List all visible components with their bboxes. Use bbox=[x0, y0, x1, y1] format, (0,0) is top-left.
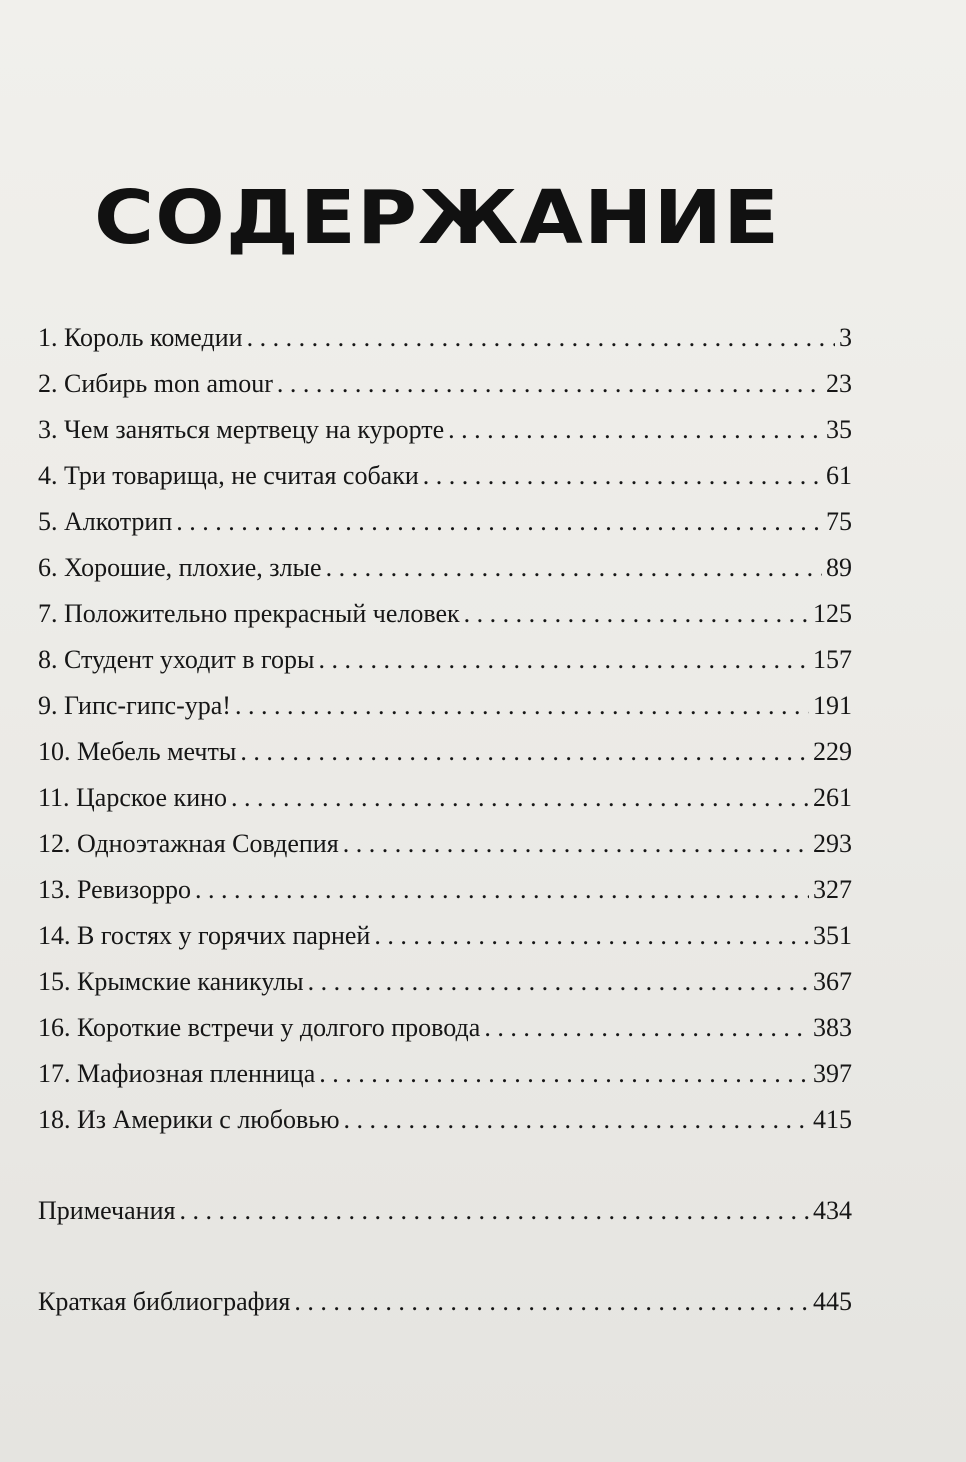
leader-dots bbox=[231, 778, 809, 818]
leader-dots bbox=[319, 1054, 809, 1094]
toc-entry-title: 16. Короткие встречи у долгого провода bbox=[38, 1013, 481, 1042]
toc-entry bbox=[38, 594, 852, 634]
leader-dots bbox=[423, 456, 822, 496]
toc-entry bbox=[38, 732, 852, 772]
page-title: СОДЕРЖАНИЕ bbox=[94, 175, 781, 262]
toc-entry bbox=[38, 1054, 852, 1094]
toc-entry-page: 23 bbox=[826, 369, 852, 398]
toc-entry-page: 89 bbox=[826, 553, 852, 582]
toc-entry-title: 12. Одноэтажная Совдепия bbox=[38, 829, 339, 858]
toc-entry bbox=[38, 686, 852, 726]
leader-dots bbox=[374, 916, 809, 956]
toc-entry-page: 367 bbox=[813, 967, 852, 996]
toc-entry-title: 18. Из Америки с любовью bbox=[38, 1105, 340, 1134]
toc-entry bbox=[38, 916, 852, 956]
toc-entry-title: 4. Три товарища, не считая собаки bbox=[38, 461, 419, 490]
leader-dots bbox=[176, 502, 822, 542]
leader-dots bbox=[484, 1008, 809, 1048]
toc-entry-title: 8. Студент уходит в горы bbox=[38, 645, 315, 674]
leader-dots bbox=[343, 824, 809, 864]
toc-entry bbox=[38, 410, 852, 450]
leader-dots bbox=[247, 318, 835, 358]
leader-dots bbox=[294, 1282, 809, 1322]
toc-entry-page: 327 bbox=[813, 875, 852, 904]
toc-entry-page: 191 bbox=[813, 691, 852, 720]
toc-entry-title: 9. Гипс-гипс-ура! bbox=[38, 691, 231, 720]
leader-dots bbox=[448, 410, 822, 450]
toc-appendix-entry bbox=[38, 1282, 852, 1322]
toc-entry-page: 434 bbox=[813, 1196, 852, 1225]
toc-entry bbox=[38, 548, 852, 588]
toc-entry-page: 415 bbox=[813, 1105, 852, 1134]
leader-dots bbox=[195, 870, 809, 910]
toc-entry-page: 293 bbox=[813, 829, 852, 858]
toc-entry-page: 3 bbox=[839, 323, 852, 352]
toc-entry-title: 5. Алкотрип bbox=[38, 507, 173, 536]
toc-entry-title: Примечания bbox=[38, 1196, 176, 1225]
toc-entry bbox=[38, 1008, 852, 1048]
toc-entry bbox=[38, 962, 852, 1002]
toc-entry-page: 397 bbox=[813, 1059, 852, 1088]
toc-entry-title: 17. Мафиозная пленница bbox=[38, 1059, 316, 1088]
toc-entry-page: 383 bbox=[813, 1013, 852, 1042]
toc-entry-title: 6. Хорошие, плохие, злые bbox=[38, 553, 322, 582]
leader-dots bbox=[179, 1191, 809, 1231]
leader-dots bbox=[344, 1100, 809, 1140]
leader-dots bbox=[277, 364, 822, 404]
toc-entry bbox=[38, 778, 852, 818]
toc-entry-title: 3. Чем заняться мертвецу на курорте bbox=[38, 415, 445, 444]
toc-entry-title: 13. Ревизорро bbox=[38, 875, 191, 904]
leader-dots bbox=[464, 594, 809, 634]
toc-entry bbox=[38, 364, 852, 404]
toc-entry-page: 157 bbox=[813, 645, 852, 674]
leader-dots bbox=[235, 686, 809, 726]
leader-dots bbox=[308, 962, 809, 1002]
toc-entry-page: 229 bbox=[813, 737, 852, 766]
toc-entry bbox=[38, 640, 852, 680]
toc-entry-title: 2. Сибирь mon amour bbox=[38, 369, 273, 398]
toc-entry-page: 35 bbox=[826, 415, 852, 444]
toc-entry-page: 351 bbox=[813, 921, 852, 950]
leader-dots bbox=[326, 548, 822, 588]
toc-entry-title: 10. Мебель мечты bbox=[38, 737, 237, 766]
toc-entry-title: Краткая библиография bbox=[38, 1287, 291, 1316]
toc-entry-page: 125 bbox=[813, 599, 852, 628]
toc-entry bbox=[38, 456, 852, 496]
toc-entry-title: 7. Положительно прекрасный человек bbox=[38, 599, 460, 628]
toc-entry bbox=[38, 870, 852, 910]
toc-appendix-entry bbox=[38, 1191, 852, 1231]
leader-dots bbox=[318, 640, 809, 680]
toc-entry-page: 261 bbox=[813, 783, 852, 812]
toc-entry bbox=[38, 502, 852, 542]
toc-entry-title: 1. Король комедии bbox=[38, 323, 243, 352]
leader-dots bbox=[240, 732, 809, 772]
toc-entry-title: 15. Крымские каникулы bbox=[38, 967, 304, 996]
toc-entry bbox=[38, 1100, 852, 1140]
toc-entry-title: 14. В гостях у горячих парней bbox=[38, 921, 371, 950]
toc-entry bbox=[38, 318, 852, 358]
toc-entry-page: 61 bbox=[826, 461, 852, 490]
toc-entry-page: 445 bbox=[813, 1287, 852, 1316]
toc-entry-page: 75 bbox=[826, 507, 852, 536]
toc-entry bbox=[38, 824, 852, 864]
toc-entry-title: 11. Царское кино bbox=[38, 783, 228, 812]
